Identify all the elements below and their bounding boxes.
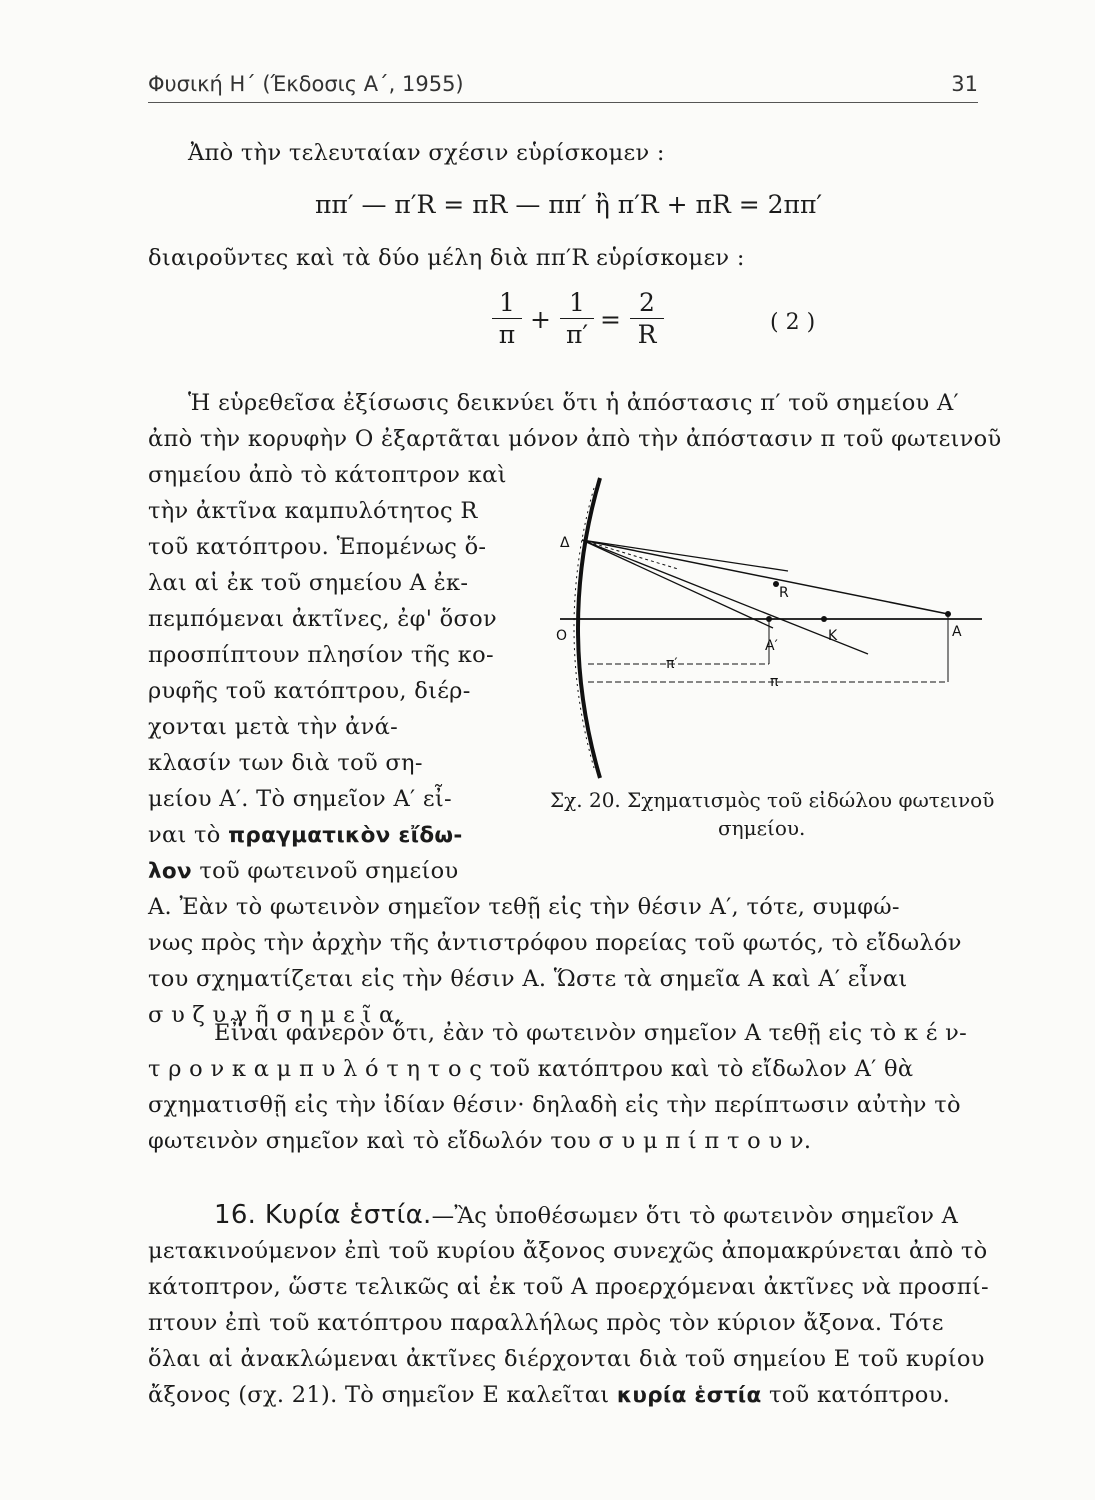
fraction-1-denominator: π bbox=[498, 320, 516, 349]
para1-line-5: τοῦ κατόπτρου. Ἑπομένως ὅ- bbox=[148, 534, 487, 560]
section-16-line-6-end: τοῦ κατόπτρου. bbox=[761, 1382, 951, 1408]
para1-line-6: λαι αἱ ἐκ τοῦ σημείου Α ἐκ- bbox=[148, 570, 469, 596]
figure-caption-line-2: σημείου. bbox=[718, 816, 806, 840]
figure-caption-line-1: Σχ. 20. Σχηματισμὸς τοῦ εἰδώλου φωτεινοῦ bbox=[550, 788, 995, 812]
para1-line-4: τὴν ἀκτῖνα καμπυλότητος R bbox=[148, 498, 478, 524]
label-pi-prime: π′ bbox=[666, 656, 678, 672]
fraction-2-denominator: π′ bbox=[565, 320, 589, 349]
para2-line-4: φωτεινὸν σημεῖον καὶ τὸ εἴδωλόν του σ υ μ π ί π τ ο υ ν. bbox=[148, 1128, 812, 1154]
term-real-image: πραγματικὸν εἴδω- bbox=[228, 823, 463, 848]
term-real-image-end: λον bbox=[148, 859, 192, 884]
radius-ray bbox=[582, 540, 788, 571]
running-header bbox=[148, 72, 978, 103]
label-o: O bbox=[556, 628, 568, 644]
section-16-line-1-text: —Ἂς ὑποθέσωμεν ὅτι τὸ φωτεινὸν σημεῖον Α bbox=[431, 1203, 959, 1229]
equation-number: ( 2 ) bbox=[770, 310, 816, 335]
page-number: 31 bbox=[951, 72, 978, 96]
para1-line-15: Α. Ἐὰν τὸ φωτεινὸν σημεῖον τεθῇ εἰς τὴν θέσιν Α′, τότε, συμφώ- bbox=[148, 894, 900, 920]
point-k bbox=[821, 616, 827, 622]
para1-line-11: κλασίν των διὰ τοῦ ση- bbox=[148, 750, 423, 776]
para1-line-14-text: τοῦ φωτεινοῦ σημείου bbox=[191, 858, 459, 884]
section-16-line-4: πτουν ἐπὶ τοῦ κατόπτρου παραλλήλως πρὸς τὸν κύριον ἄξονα. Τότε bbox=[148, 1310, 944, 1336]
header-title: Φυσική Η΄ (Έκδοσις Α΄, 1955) bbox=[148, 72, 464, 96]
para1-line-10: χονται μετὰ τὴν ἀνά- bbox=[148, 714, 398, 740]
label-r: R bbox=[779, 585, 789, 601]
divide-line: διαιροῦντες καὶ τὰ δύο μέλη διὰ ππ′R εὑρίσκομεν : bbox=[148, 245, 745, 271]
plus-sign: + bbox=[530, 305, 551, 334]
section-16-line-6-text: ἄξονος (σχ. 21). Τὸ σημεῖον Ε καλεῖται bbox=[148, 1382, 617, 1408]
fraction-2-numerator: 1 bbox=[560, 288, 594, 319]
fraction-2 bbox=[560, 288, 594, 351]
section-16-line-6 bbox=[148, 1377, 950, 1414]
fraction-3-denominator: R bbox=[637, 320, 657, 349]
para1-line-14 bbox=[148, 853, 458, 890]
reflected-ray-1 bbox=[582, 540, 868, 654]
mirror-arc bbox=[578, 478, 600, 778]
para1-line-1: Ἡ εὑρεθεῖσα ἐξίσωσις δεικνύει ὅτι ἡ ἀπόστασις π′ τοῦ σημείου Α′ bbox=[188, 390, 959, 416]
term-principal-focus: κυρία ἑστία bbox=[616, 1383, 762, 1408]
reflected-ray-2 bbox=[582, 540, 773, 628]
section-16-line-5: ὅλαι αἱ ἀνακλώμεναι ἀκτῖνες διέρχονται διὰ τοῦ σημείου Ε τοῦ κυρίου bbox=[148, 1346, 985, 1372]
para1-line-12: μείου Α′. Τὸ σημεῖον Α′ εἶ- bbox=[148, 786, 452, 812]
label-delta: Δ bbox=[560, 535, 570, 551]
label-k: K bbox=[828, 628, 838, 644]
label-pi: π bbox=[770, 674, 779, 690]
normal-dashed bbox=[582, 540, 678, 569]
para2-line-3: σχηματισθῇ εἰς τὴν ἰδίαν θέσιν· δηλαδὴ εἰς τὴν περίπτωσιν αὐτὴν τὸ bbox=[148, 1092, 961, 1118]
section-16-line-2: μετακινούμενον ἐπὶ τοῦ κυρίου ἄξονος συνεχῶς ἀπομακρύνεται ἀπὸ τὸ bbox=[148, 1238, 988, 1264]
para1-line-3: σημείου ἀπὸ τὸ κάτοπτρον καὶ bbox=[148, 462, 507, 488]
figure-20-diagram bbox=[548, 468, 988, 788]
para1-line-2: ἀπὸ τὴν κορυφὴν Ο ἐξαρτᾶται μόνον ἀπὸ τὴν ἀπόστασιν π τοῦ φωτεινοῦ bbox=[148, 426, 1002, 452]
section-16-title: 16. Κυρία ἑστία. bbox=[214, 1200, 432, 1230]
para1-line-18: σ υ ζ υ γ ῆ σ η μ ε ῖ α. bbox=[148, 1002, 402, 1028]
para1-line-8: προσπίπτουν πλησίον τῆς κο- bbox=[148, 642, 494, 668]
para1-line-13 bbox=[148, 817, 463, 854]
equals-sign: = bbox=[600, 305, 621, 334]
equation-1: ππ′ — π′R = πR — ππ′ ἢ π′R + πR = 2ππ′ bbox=[315, 190, 823, 219]
label-a: A bbox=[952, 624, 962, 640]
section-16-line-1 bbox=[214, 1197, 958, 1234]
para1-line-7: πεμπόμεναι ἀκτῖνες, ἐφ' ὅσον bbox=[148, 606, 497, 632]
intro-line: Ἀπὸ τὴν τελευταίαν σχέσιν εὑρίσκομεν : bbox=[188, 140, 665, 166]
para1-line-9: ρυφῆς τοῦ κατόπτρου, διέρ- bbox=[148, 678, 471, 704]
label-a-prime: A′ bbox=[765, 638, 778, 654]
fraction-3-numerator: 2 bbox=[630, 288, 664, 319]
fraction-1 bbox=[492, 288, 522, 351]
para1-line-17: του σχηματίζεται εἰς τὴν θέσιν Α. Ὥστε τὰ σημεῖα Α καὶ Α′ εἶναι bbox=[148, 966, 908, 992]
para1-line-13-text: ναι τὸ bbox=[148, 822, 229, 848]
para1-line-16: νως πρὸς τὴν ἀρχὴν τῆς ἀντιστρόφου πορείας τοῦ φωτός, τὸ εἴδωλόν bbox=[148, 930, 962, 956]
para2-line-1: Εἶναι φανερὸν ὅτι, ἐὰν τὸ φωτεινὸν σημεῖον Α τεθῇ εἰς τὸ κ έ ν- bbox=[214, 1020, 968, 1046]
section-16-line-3: κάτοπτρον, ὥστε τελικῶς αἱ ἐκ τοῦ Α προερχόμεναι ἀκτῖνες νὰ προσπί- bbox=[148, 1274, 989, 1300]
fraction-3 bbox=[630, 288, 664, 351]
incident-ray bbox=[582, 540, 948, 614]
fraction-1-numerator: 1 bbox=[492, 288, 522, 319]
para2-line-2: τ ρ ο ν κ α μ π υ λ ό τ η τ ο ς τοῦ κατόπτρου καὶ τὸ εἴδωλον Α′ θὰ bbox=[148, 1056, 914, 1082]
